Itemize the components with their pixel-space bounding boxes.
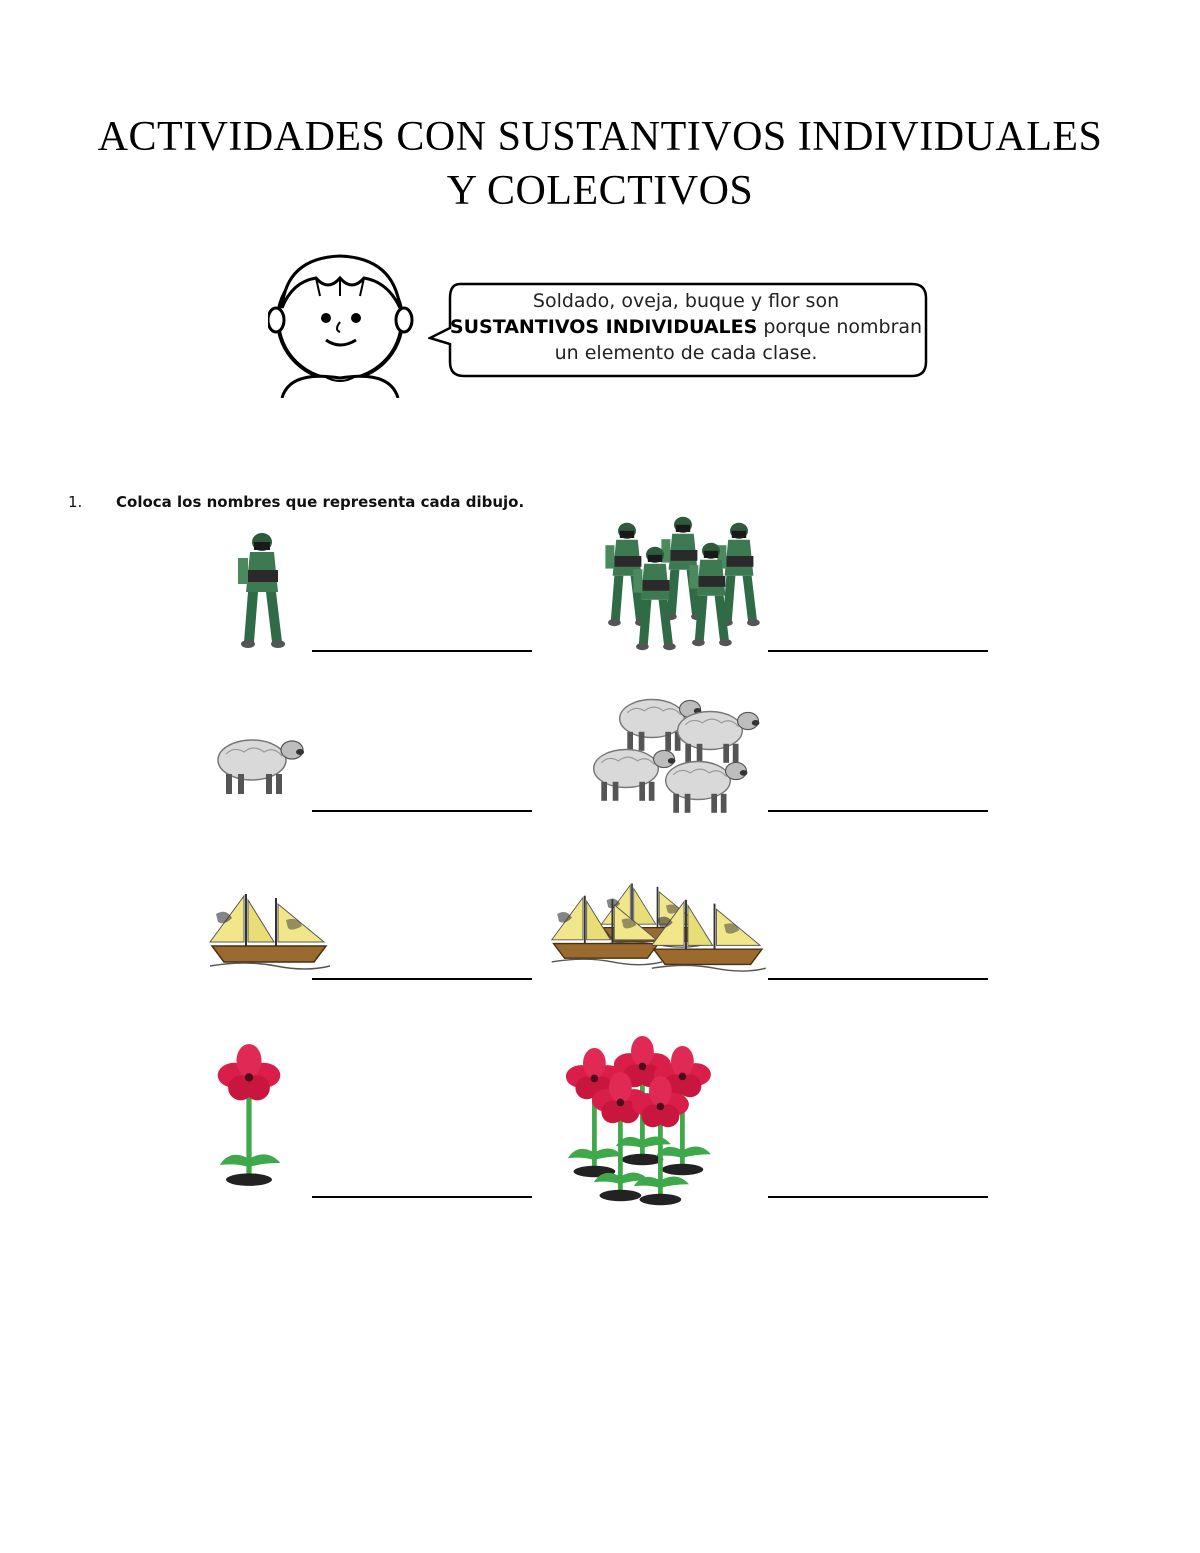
speech-text bbox=[446, 288, 926, 366]
answer-line-flower[interactable] bbox=[312, 1196, 532, 1198]
exercise-text: Coloca los nombres que representa cada dibujo. bbox=[116, 493, 525, 511]
flower-icon bbox=[214, 1044, 284, 1188]
speech-bold-term: SUSTANTIVOS INDIVIDUALES bbox=[449, 316, 758, 338]
exercise-number: 1. bbox=[68, 493, 83, 511]
answer-line-ships[interactable] bbox=[768, 978, 988, 980]
speech-line-2-rest: porque nombran bbox=[757, 316, 923, 338]
answer-line-sheep-flock[interactable] bbox=[768, 810, 988, 812]
speech-line-3: un elemento de cada clase. bbox=[554, 342, 818, 364]
child-face-icon bbox=[268, 248, 428, 398]
speech-line-2 bbox=[446, 314, 926, 340]
sheep-flock-icon bbox=[588, 690, 766, 828]
ship-icon bbox=[206, 890, 332, 972]
answer-line-flowers[interactable] bbox=[768, 1196, 988, 1198]
flowers-bunch-icon bbox=[560, 1036, 714, 1218]
answer-line-soldier[interactable] bbox=[312, 650, 532, 652]
answer-line-soldiers[interactable] bbox=[768, 650, 988, 652]
soldier-icon bbox=[232, 530, 294, 652]
page-title bbox=[0, 110, 1200, 218]
ships-fleet-icon bbox=[548, 880, 770, 978]
sheep-icon bbox=[212, 730, 308, 802]
speech-line-1: Soldado, oveja, buque y flor son bbox=[532, 290, 840, 312]
title-line-2: Y COLECTIVOS bbox=[446, 168, 754, 214]
answer-line-sheep[interactable] bbox=[312, 810, 532, 812]
title-line-1: ACTIVIDADES CON SUSTANTIVOS INDIVIDUALES bbox=[97, 114, 1103, 160]
soldiers-group-icon bbox=[600, 514, 768, 666]
exercise-instruction bbox=[68, 493, 524, 511]
answer-line-ship[interactable] bbox=[312, 978, 532, 980]
